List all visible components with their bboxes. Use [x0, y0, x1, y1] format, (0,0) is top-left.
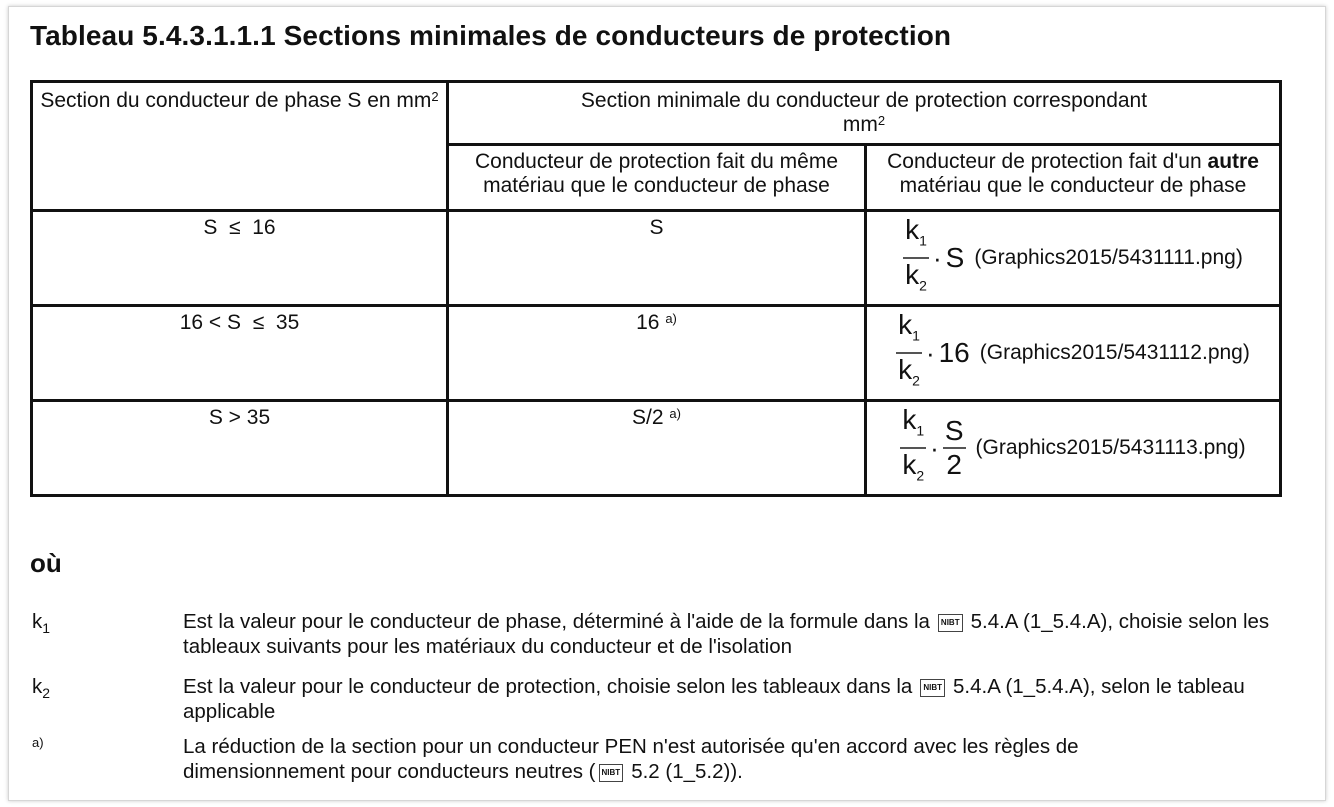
nibt-link[interactable]: 5.4.A (1_5.4.A)	[953, 675, 1090, 698]
where-heading: où	[30, 548, 62, 578]
other-material-cell	[866, 211, 1281, 306]
header-other-material: Conducteur de protection fait d'un autre matériau que le conducteur de phase	[866, 145, 1281, 211]
header-phase-section: Section du conducteur de phase S en $mm^2$	[32, 82, 448, 211]
nibt-icon[interactable]: NIBT	[938, 614, 963, 632]
table-row	[32, 401, 1281, 496]
same-material-cell: S/2 $^{a)}$	[448, 401, 866, 496]
phase-cell: 16 < S ≤ 35	[32, 306, 448, 401]
formula: $\frac{k_1}{k_2}$ · 16 (Graphics2015/5431112.png)	[898, 309, 1250, 389]
header-same-material: Conducteur de protection fait du même matériau que le conducteur de phase	[448, 145, 866, 211]
phase-cell: S ≤ 16	[32, 211, 448, 306]
same-material-cell: 16 $^{a)}$	[448, 306, 866, 401]
other-material-cell	[866, 306, 1281, 401]
formula: $\frac{k_1}{k_2}$ · $\frac{S}{2}$ (Graphics2015/5431113.png)	[902, 404, 1246, 484]
same-material-cell: S	[448, 211, 866, 306]
graphic-ref[interactable]: (Graphics2015/5431111.png)	[974, 246, 1243, 269]
header-minimal-section: Section minimale du conducteur de protection correspondant $mm^2$	[448, 82, 1281, 145]
nibt-link[interactable]: 5.2 (1_5.2)	[631, 760, 731, 783]
graphic-ref[interactable]: (Graphics2015/5431112.png)	[979, 341, 1250, 364]
sections-table	[30, 80, 1282, 497]
nibt-icon[interactable]: NIBT	[599, 764, 624, 782]
page-title: Tableau 5.4.3.1.1.1 Sections minimales de conducteurs de protection	[30, 20, 952, 51]
formula: $\frac{k_1}{k_2}$ · S (Graphics2015/5431111.png)	[905, 214, 1243, 294]
nibt-icon[interactable]: NIBT	[920, 679, 945, 697]
other-material-cell	[866, 401, 1281, 496]
phase-cell: S > 35	[32, 401, 448, 496]
table-row	[32, 306, 1281, 401]
table-row	[32, 211, 1281, 306]
graphic-ref[interactable]: (Graphics2015/5431113.png)	[975, 436, 1246, 459]
nibt-link[interactable]: 5.4.A (1_5.4.A)	[970, 610, 1108, 633]
